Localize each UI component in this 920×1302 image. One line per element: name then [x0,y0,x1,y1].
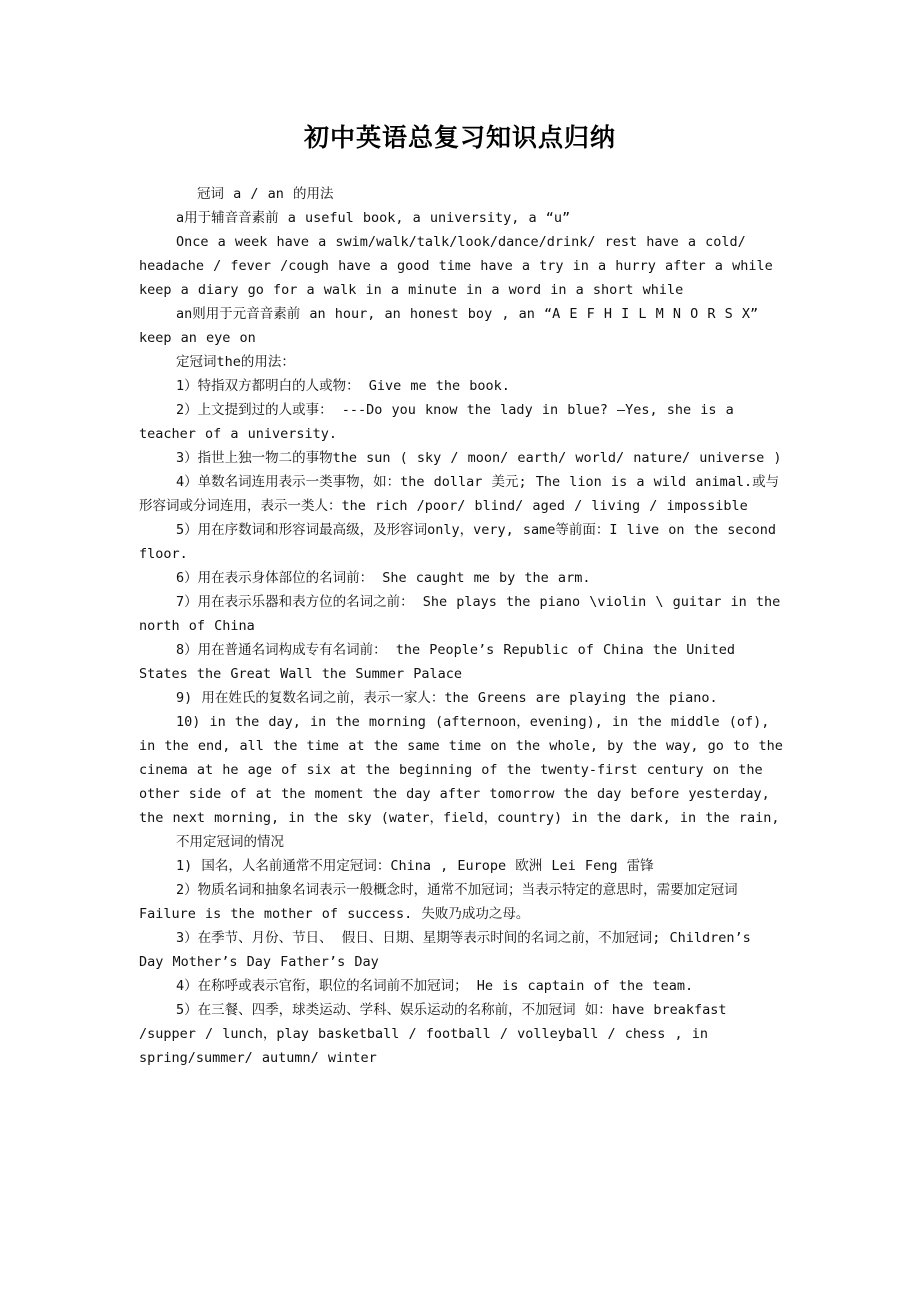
paragraph: a用于辅音音素前 a useful book, a university, a “u” [176,210,571,226]
section-heading-indefinite-article: 冠词 a / an 的用法 [197,186,334,202]
paragraph: 2）上文提到过的人或事： ---Do you know the lady in blue? –Yes, she is a teacher of a university. [139,402,734,442]
paragraph: 3）指世上独一物二的事物the sun ( sky / moon/ earth/ world/ nature/ universe ) [176,450,782,466]
document-body [139,182,783,1070]
section-heading-definite-article: 定冠词the的用法： [176,354,295,370]
paragraph: 10) in the day, in the morning (afternoon，evening), in the middle (of), in the end, all the time at the same time on the whole, by the way, go to the cinema at he age of six at the beginning of the twenty-first century on the other side of at the moment the day after tomorrow the day before yesterday, the next morning, in the sky (water，field，country) in the dark, in the rain, [139,714,783,826]
paragraph: 1) 国名，人名前通常不用定冠词：China , Europe 欧洲 Lei Feng 雷锋 [176,858,654,874]
paragraph: an则用于元音音素前 an hour, an honest boy , an “A E F H I L M N O R S X” keep an eye on [139,306,759,346]
paragraph: 4）单数名词连用表示一类事物，如：the dollar 美元; The lion is a wild animal.或与形容词或分词连用，表示一类人：the rich /poor/ blind/ aged / living / impossible [139,474,780,514]
document-title: 初中英语总复习知识点归纳 [303,123,616,152]
paragraph: 5）在三餐、四季，球类运动、学科、娱乐运动的名称前，不加冠词 如：have breakfast /supper / lunch，play basketball / football / volleyball / chess , in spring/summer/ autumn/ winter [139,1002,727,1066]
paragraph: 9) 用在姓氏的复数名词之前，表示一家人：the Greens are playing the piano. [176,690,718,706]
paragraph: 4）在称呼或表示官衔，职位的名词前不加冠词； He is captain of the team. [176,978,694,994]
paragraph: 2）物质名词和抽象名词表示一般概念时，通常不加冠词；当表示特定的意思时，需要加定冠词Failure is the mother of success. 失败乃成功之母。 [139,882,738,922]
paragraph: 6）用在表示身体部位的名词前： She caught me by the arm. [176,570,591,586]
paragraph: 1）特指双方都明白的人或物： Give me the book. [176,378,510,394]
paragraph: 8）用在普通名词构成专有名词前： the People’s Republic of China the United States the Great Wall the Summer Palace [139,642,735,682]
paragraph: 3）在季节、月份、节日、 假日、日期、星期等表示时间的名词之前，不加冠词; Children’s Day Mother’s Day Father’s Day [139,930,751,970]
section-heading-no-article: 不用定冠词的情况 [176,834,284,850]
paragraph: Once a week have a swim/walk/talk/look/dance/drink/ rest have a cold/ headache / fever /cough have a good time have a try in a hurry after a while keep a diary go for a walk in a minute in a word in a short while [139,234,773,298]
paragraph: 7）用在表示乐器和表方位的名词之前： She plays the piano \violin \ guitar in the north of China [139,594,781,634]
paragraph: 5）用在序数词和形容词最高级，及形容词only，very, same等前面：I live on the second floor. [139,522,776,562]
